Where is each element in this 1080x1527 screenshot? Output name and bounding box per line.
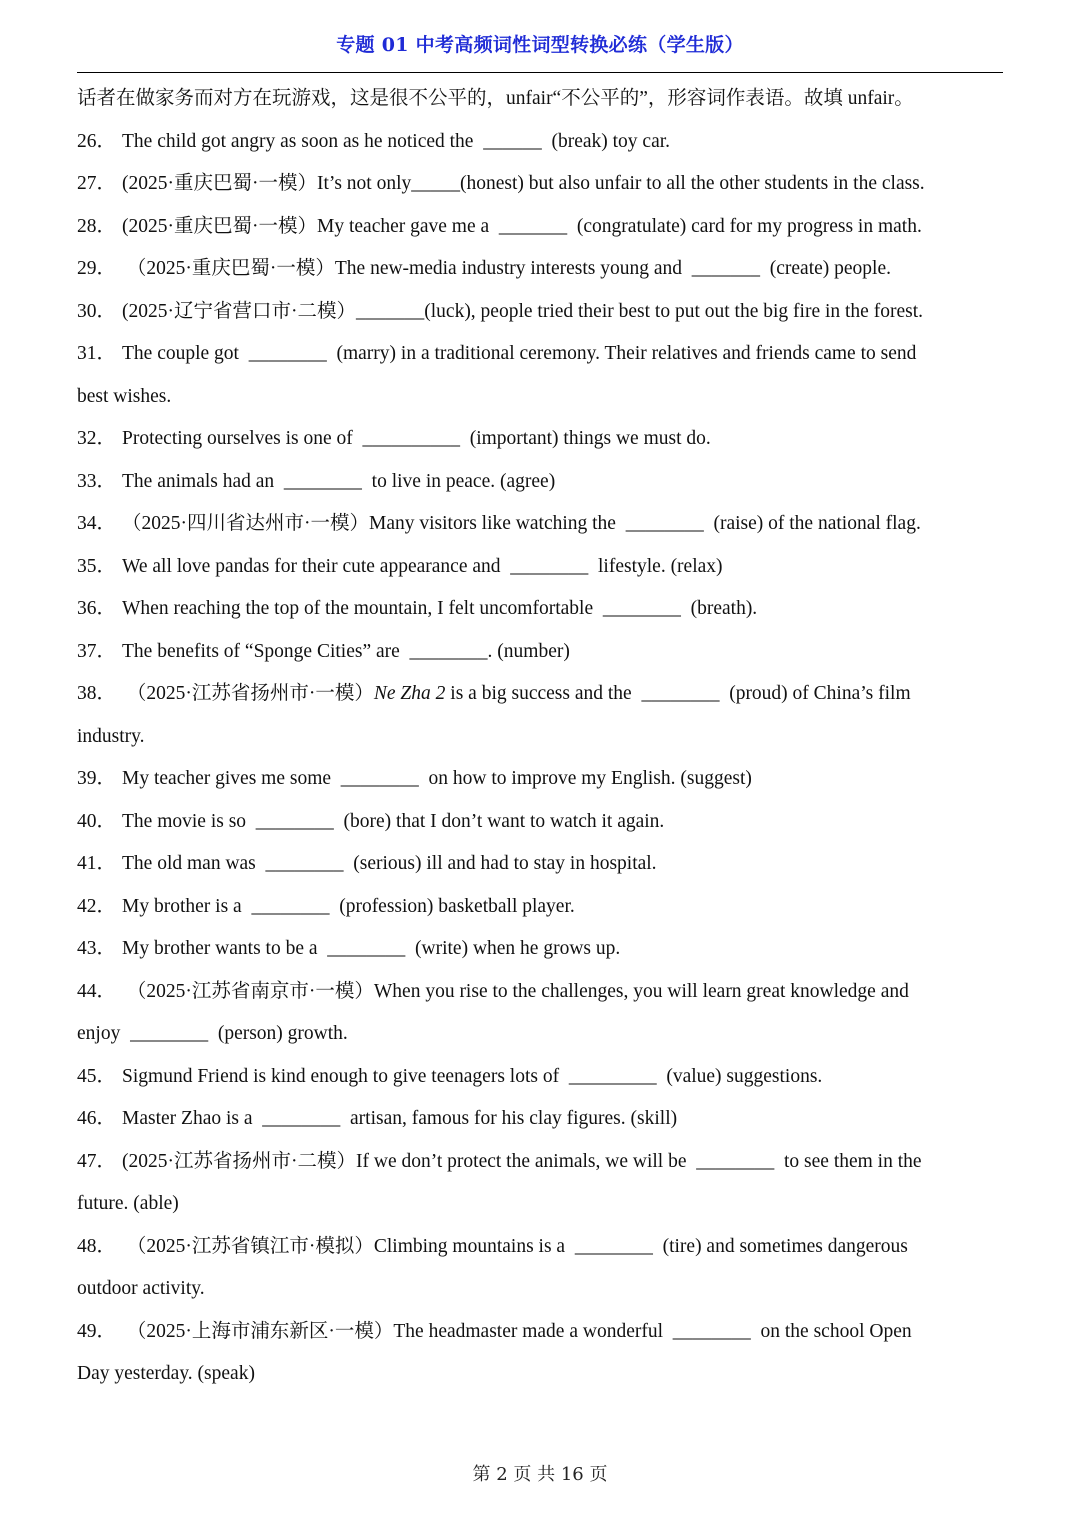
question-number: 39． — [77, 768, 117, 789]
question-text: We all love pandas for their cute appearance and ________ lifestyle. (relax) — [122, 555, 723, 577]
question-text: The animals had an ________ to live in peace. (agree) — [122, 470, 556, 492]
question-line — [77, 673, 1003, 716]
question-number: 32． — [77, 428, 117, 449]
question-number: 26． — [77, 130, 117, 152]
question-text: industry. — [77, 725, 145, 747]
question-text: （2025·江苏省镇江市·模拟）Climbing mountains is a ________ (tire) and sometimes dangerous — [122, 1235, 908, 1257]
question-text: My teacher gives me some ________ on how to improve my English. (suggest) — [122, 768, 752, 789]
question-line — [77, 886, 1003, 929]
question-text: 话者在做家务而对方在玩游戏，这是很不公平的，unfair“不公平的”，形容词作表语。故填 unfair。 — [77, 88, 914, 109]
question-number: 49． — [77, 1320, 117, 1342]
question-text: The child got angry as soon as he noticed the ______ (break) toy car. — [122, 130, 671, 152]
question-line — [77, 206, 1003, 249]
question-text: The couple got ________ (marry) in a traditional ceremony. Their relatives and friends came to send — [122, 343, 917, 364]
italic-title: Ne Zha 2 — [373, 683, 446, 704]
question-line — [77, 631, 1003, 674]
question-line — [77, 1056, 1003, 1099]
question-number: 37． — [77, 640, 117, 662]
question-text: best wishes. — [77, 385, 172, 407]
question-text: Master Zhao is a ________ artisan, famous for his clay figures. (skill) — [122, 1108, 678, 1129]
question-line — [77, 1098, 1003, 1141]
question-text: My brother is a ________ (profession) basketball player. — [122, 895, 575, 917]
question-line — [77, 121, 1003, 164]
question-text: （2025·四川省达州市·一模）Many visitors like watching the ________ (raise) of the national flag. — [122, 513, 921, 534]
question-number: 35． — [77, 555, 117, 577]
question-number: 31． — [77, 343, 117, 364]
question-line — [77, 1141, 1003, 1184]
question-text-continued: is a big success and the ________ (proud) of China’s film — [445, 683, 911, 704]
question-line — [77, 248, 1003, 291]
question-text: When reaching the top of the mountain, I felt uncomfortable ________ (breath). — [122, 598, 758, 619]
question-line — [77, 418, 1003, 461]
question-number: 41． — [77, 853, 117, 874]
continuation-line — [77, 1353, 1003, 1396]
question-text: My brother wants to be a ________ (write) when he grows up. — [122, 938, 621, 959]
question-line — [77, 928, 1003, 971]
continuation-line — [77, 716, 1003, 759]
question-number: 27． — [77, 173, 117, 194]
question-text: Protecting ourselves is one of __________ (important) things we must do. — [122, 428, 711, 449]
question-number: 45． — [77, 1065, 117, 1087]
question-text: The movie is so ________ (bore) that I don’t want to watch it again. — [122, 810, 665, 832]
question-number: 38． — [77, 683, 117, 704]
question-text: (2025·江苏省扬州市·二模）If we don’t protect the animals, we will be ________ to see them in the — [122, 1150, 922, 1172]
question-line — [77, 461, 1003, 504]
question-number: 34． — [77, 513, 117, 534]
question-text: Sigmund Friend is kind enough to give teenagers lots of _________ (value) suggestions. — [122, 1065, 823, 1087]
question-number: 44． — [77, 980, 117, 1002]
question-text: （2025·重庆巴蜀·一模）The new-media industry interests young and _______ (create) people. — [122, 258, 891, 279]
continuation-line — [77, 1013, 1003, 1056]
question-number: 42． — [77, 895, 117, 917]
question-number: 28． — [77, 215, 117, 237]
question-line — [77, 546, 1003, 589]
question-list — [77, 78, 1003, 1396]
question-text: （2025·江苏省扬州市·一模） — [122, 683, 374, 704]
page-number: 第 2 页 共 16 页 — [472, 1464, 608, 1485]
continuation-line — [77, 376, 1003, 419]
question-line — [77, 801, 1003, 844]
question-number: 29． — [77, 258, 117, 279]
continuation-line — [77, 1268, 1003, 1311]
question-text: outdoor activity. — [77, 1278, 205, 1299]
question-line — [77, 163, 1003, 206]
question-text: (2025·重庆巴蜀·一模）It’s not only_____(honest) but also unfair to all the other students in the class. — [122, 173, 925, 194]
question-text: （2025·上海市浦东新区·一模）The headmaster made a wonderful ________ on the school Open — [122, 1320, 912, 1342]
question-text: future. (able) — [77, 1193, 179, 1214]
continuation-line — [77, 78, 1003, 121]
question-text: Day yesterday. (speak) — [77, 1363, 255, 1384]
question-line — [77, 588, 1003, 631]
question-text: (2025·重庆巴蜀·一模）My teacher gave me a _______ (congratulate) card for my progress in math. — [122, 215, 922, 237]
question-line — [77, 291, 1003, 334]
question-line — [77, 503, 1003, 546]
question-number: 30． — [77, 300, 117, 322]
question-text: The benefits of “Sponge Cities” are ________. (number) — [122, 640, 570, 662]
question-text: (2025·辽宁省营口市·二模）_______(luck), people tried their best to put out the big fire in the forest. — [122, 300, 923, 322]
question-text: enjoy ________ (person) growth. — [77, 1023, 348, 1044]
question-number: 48． — [77, 1235, 117, 1257]
question-number: 46． — [77, 1108, 117, 1129]
page-title: 专题 01 中考高频词性词型转换必练（学生版） — [336, 34, 744, 56]
question-number: 40． — [77, 810, 117, 832]
continuation-line — [77, 1183, 1003, 1226]
question-number: 43． — [77, 938, 117, 959]
question-number: 36． — [77, 598, 117, 619]
header-divider — [77, 72, 1003, 73]
question-line — [77, 758, 1003, 801]
question-text: （2025·江苏省南京市·一模）When you rise to the challenges, you will learn great knowledge and — [122, 980, 909, 1002]
question-line — [77, 1226, 1003, 1269]
question-line — [77, 333, 1003, 376]
question-number: 33． — [77, 470, 117, 492]
question-line — [77, 971, 1003, 1014]
question-line — [77, 1311, 1003, 1354]
question-number: 47． — [77, 1150, 117, 1172]
question-text: The old man was ________ (serious) ill and had to stay in hospital. — [122, 853, 657, 874]
question-line — [77, 843, 1003, 886]
